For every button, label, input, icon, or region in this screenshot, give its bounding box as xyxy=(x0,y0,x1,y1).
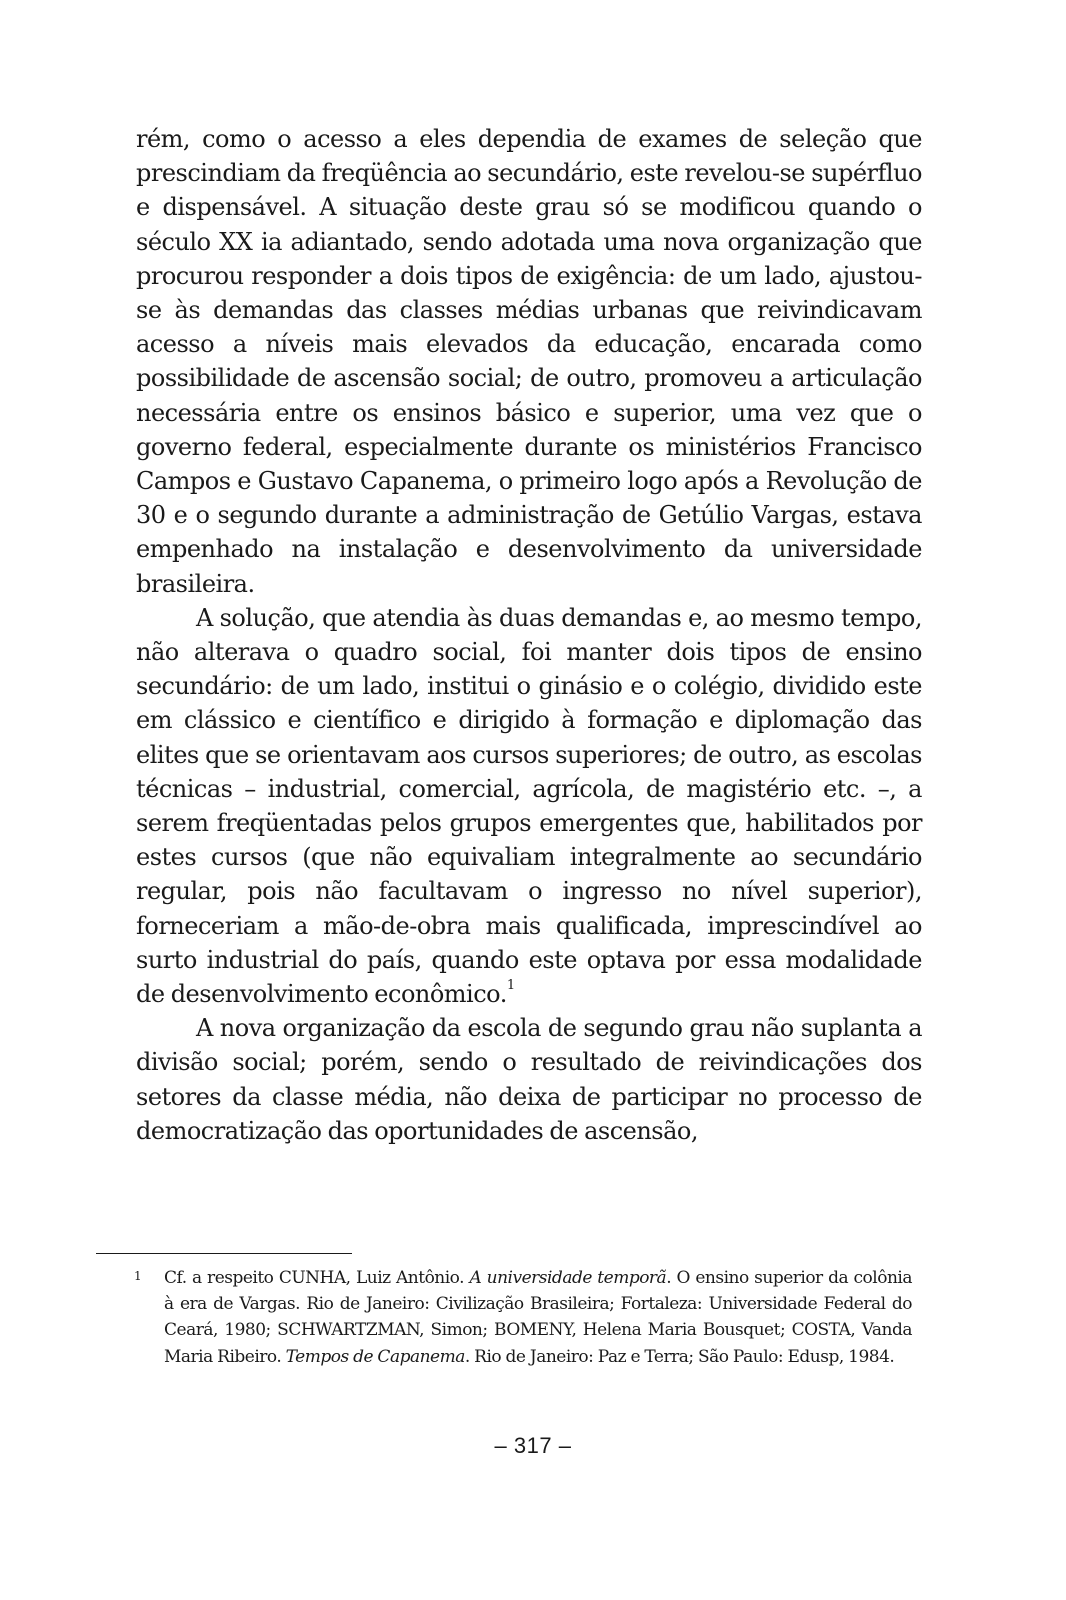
page-number xyxy=(0,1433,1066,1459)
paragraph-text: A solução, que atendia às duas demandas e, ao mesmo tempo, não alterava o quadro social, foi manter dois tipos de ensino secundário: de um lado, institui o ginásio e o colégio, dividido este em clássico e científico e dirigido à formação e diplomação das elites que se orientavam aos cursos superiores; de outro, as escolas técnicas – industrial, comercial, agrícola, de magistério etc. –, a serem freqüentadas pelos grupos emergentes que, habilitados por estes cursos (que não equivaliam integralmente ao secundário regular, pois não facultavam o ingresso no nível superior), forneceriam a mão-de-obra mais qualificada, imprescindível ao surto industrial do país, quando este optava por essa modalidade de desenvolvimento econômico. xyxy=(136,603,922,1009)
footnote-text-part: . O ensino superior da colônia à era de Vargas. Rio de Janeiro: Civilização Brasileira; Fortaleza: Universidade Federal do Ceará, 1980; SCHWARTZMAN, Simon; BOMENY, Helena Maria Bousquet; COSTA, Vanda Maria Ribeiro. xyxy=(164,1268,912,1367)
footnote-text-part: Cf. a respeito CUNHA, Luiz Antônio. xyxy=(164,1268,470,1288)
paragraph: rém, como o acesso a eles dependia de exames de seleção que prescindiam da freqüência ao secundário, este revelou-se supérfluo e dispensável. A situação deste grau só se modificou quando o século XX ia adiantado, sendo adotada uma nova organização que procurou responder a dois tipos de exigência: de um lado, ajustou-se às demandas das classes médias urbanas que reivindicavam acesso a níveis mais elevados da educação, encarada como possibilidade de ascensão social; de outro, promoveu a articulação necessária entre os ensinos básico e superior, uma vez que o governo federal, especialmente durante os ministérios Francisco Campos e Gustavo Capanema, o primeiro logo após a Revolução de 30 e o segundo durante a administração de Getúlio Vargas, estava empenhado na instalação e desenvolvimento da universidade brasileira. xyxy=(136,125,922,598)
footnote-text xyxy=(164,1265,912,1370)
paragraph: A nova organização da escola de segundo grau não suplanta a divisão social; porém, sendo o resultado de reivindicações dos setores da classe média, não deixa de participar no processo de democratização das oportunidades de ascensão, xyxy=(136,1014,922,1145)
page-number-text: – 317 – xyxy=(494,1433,572,1458)
footnote xyxy=(134,1265,912,1370)
main-text xyxy=(136,122,922,1148)
footnote-mark: 1 xyxy=(134,1269,142,1283)
footnote-text-part: . Rio de Janeiro: Paz e Terra; São Paulo: Edusp, 1984. xyxy=(464,1346,895,1367)
footnote-divider xyxy=(96,1253,352,1254)
footnote-reference[interactable]: 1 xyxy=(506,978,515,994)
book-title: Tempos de Capanema xyxy=(285,1346,465,1367)
book-title: A universidade temporã xyxy=(469,1268,667,1288)
footnotes xyxy=(134,1265,912,1370)
paragraph xyxy=(136,601,922,1011)
